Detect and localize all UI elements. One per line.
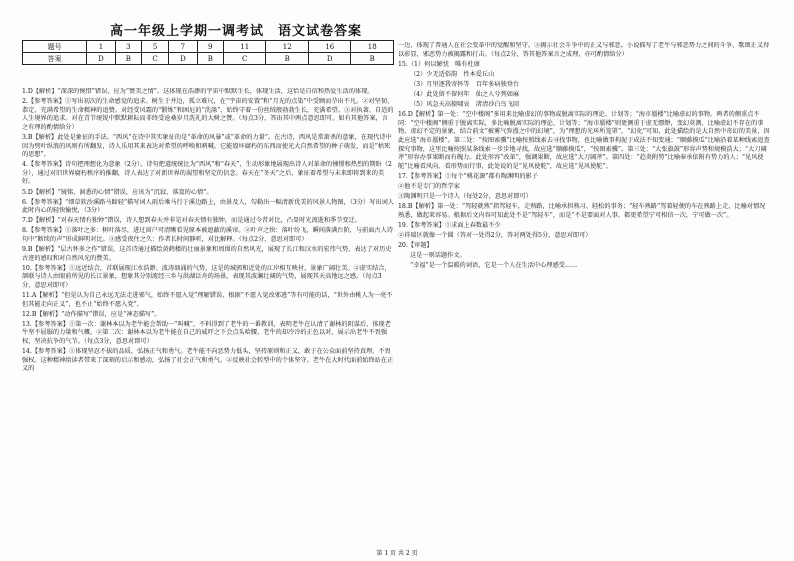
answer-cell: B: [115, 53, 141, 65]
question-number: 11: [223, 41, 266, 53]
answer-cell: D: [169, 53, 197, 65]
answer-paragraph: 12.B【解析】“动作描写”错误，应是“神态描写”。: [22, 310, 161, 318]
left-column: [22, 88, 394, 548]
answer-paragraph: 3.B【解析】此处是象征的手法。“西风”在诗中其实象征的是“革命的风暴”或“革命的力量”。在古诗，西风是常萧杀的意象，在现代诗中因为劈叶纵浪的风则有所翻发，诗人乐用其来表达对希望的呼唤和吶喊。它能毁坏腐朽的东西而使光大自然希望的种子萌发，而是“枯死的思想”。: [22, 133, 392, 159]
answer-paragraph: 13.【参考答案】①第一次：谢林本以为老牛能会帮助一“叫喊”，不料得到了老牛的一番教训，表明老牛在认清了谢林的阴谋后，体现老牛坚不屈服的力量和气概。②第二次：谢林本以为老牛能在自己的威吓之下会点头哈腰，老牛的却冷冷的正色以对，展示出老牛不畏强权，坚决抗争的气节。（每点3分，意思对即可）: [22, 320, 391, 346]
answer-paragraph: 4.【参考答案】诗句把理想化为意象（2分），诗句把道统统比为“西风”和“春天”，生动形象地展现出诗人对革命的憧憬和热烈的期盼（2分），通过对旧世界腐朽秩序的推翻，诗人表达了对新世界的渴望和坚定的信念。春天在“冬天”之后，象征着希望与未来即将到来的美好。: [22, 161, 392, 186]
answer-paragraph: 15.（1）何以解忧 唯有杜康: [398, 60, 480, 68]
question-number: 1: [87, 41, 115, 53]
answer-paragraph: 20.【审题】: [398, 241, 433, 249]
question-number: 3: [115, 41, 141, 53]
question-number: 5: [141, 41, 168, 53]
question-number: 16: [308, 41, 351, 53]
page-title: [110, 20, 362, 39]
answer-cell: B: [351, 53, 394, 65]
exam-subtitle: 语文试卷答案: [278, 24, 363, 39]
answer-paragraph: 2.【参考答案】①写出初次的生命感觉的追求。树生于井边，孤立难尺，在“宇宙的安置”和“月光的点染”中受顾而孕出不凡。②对坚韧、恭定、充满希望的生命精神的追赞。对经受风霜的“锻炼”和困厄的“洗涤”，始终守着一份丝绒般勃勃生长，充满希望。③对执著、自适的人生境界的追求。对在青节统锐中默默耕耘而非终受沧桑岁月洗礼的大树之赞。（每点3分，答出其中两点意思即可。如有其他答案，言之有理的酌情给分）: [22, 98, 394, 131]
answer-paragraph: 1.D【解析】“深深的惋惜”错误，应为“赞美之情”。这体现在浩渺的宇宙中默默生长，体现生活，这恰是自信和热爱生活的体现。: [22, 88, 374, 95]
answer-cell: C: [141, 53, 168, 65]
table-row: [23, 53, 394, 65]
answer-paragraph: ②他不是专门的哲学家: [398, 182, 460, 190]
answer-paragraph: （5）风急天高猿啸哀 渚清沙白鸟飞回: [410, 101, 520, 109]
answer-cell: B: [266, 53, 309, 65]
row-label-number: 题号: [23, 41, 87, 53]
page-footer: 第 1 页 共 2 页: [376, 550, 418, 557]
answer-paragraph: 一边，体现了普通人在社会变革中的觉醒和坚守。③揭示社会斗争中的正义与邪恶。小说描写了老牛与邪恶势力之间的斗争，歌颂正义得以彰显，邪恶势力被揭露和打击。（每点2分，答其他答案言之成理，亦可酌情给分）: [398, 42, 770, 58]
answer-paragraph: 18.B【解析】第一处：“驾轻就熟”指驾轻车，走熟路，比喻承担熟习、轻松的事务；“轻车熟路”驾着轻便的车在熟路上走，比喻对情况熟悉，做起来容易。根据后文内容可知此处不是“驾轻车”，而是“不是要面对人事，都更希望宁可相信一次，宁可做一次”。: [398, 203, 766, 219]
question-number: 9: [197, 41, 223, 53]
exam-title: 高一年级上学期一调考试: [110, 24, 265, 39]
answer-paragraph: 这是一则话题作文。: [410, 252, 466, 260]
answer-paragraph: 14.【参考答案】①体现坚忍不拔的品质，弘扬正气和勇气。老牛能不向恶势力低头，坚持原则和正义，敢于在公众面前坚持真理，不畏强权。这种精神给读者带来了深刻的启示和感动，弘扬了社会正气和勇气。②反映社会转型中的个体坚守。老牛在大时代面前始终站在正义的: [22, 348, 394, 373]
table-row: [23, 41, 394, 53]
question-number: 18: [351, 41, 394, 53]
answer-cell: C: [223, 53, 266, 65]
answer-table: [22, 40, 394, 65]
row-label-answer: 答案: [23, 53, 87, 65]
right-column: [398, 42, 770, 537]
question-number: 7: [169, 41, 197, 53]
answer-paragraph: （4）此处留不留何年 仙之人兮列如麻: [410, 90, 520, 98]
answer-paragraph: 5.D【解析】“镜铭、洞悉的心情”错误，应该为“沉寂、落寞的心情”。: [22, 188, 213, 196]
answer-paragraph: “幸福”是一个温暖的词语，它是一个人在生活中心理感受……: [410, 262, 578, 270]
answer-cell: B: [197, 53, 223, 65]
answer-paragraph: （3）月里逐我寄怀等 百年多病独登台: [410, 80, 520, 88]
answer-paragraph: （2）少无适俗韵 性本爱丘山: [410, 70, 495, 78]
answer-paragraph: 17.【参考答案】①每个“桃花源”都有陶渊明的影子: [398, 172, 538, 180]
answer-paragraph: 8.【参考答案】①落叶之多：树叶落尽，进过窗户可清晰看见原本被遮蔽的溪帘。②叶声之快：落叶纷飞，瞬间落满台阶，与前面古人诗句中“断续的声”形成鲜明对比。③感受夜住之久：作者长时间静听，对比解释。（每点2分，意思对即可）: [22, 227, 393, 243]
answer-paragraph: 6.【参考答案】“细草软沙溪路马蹄轻”描写词人雨后乘马行于溪边路上，由景及人，勾勒出一幅清新优美的风景人物图，（3分）写出词人此时内心的轻快愉悦，（3分）: [22, 198, 394, 215]
answer-paragraph: 19.【参考答案】①求面上春数最不少: [398, 221, 501, 229]
answer-paragraph: 16.D【解析】第一处：“空中楼阁”多用来比喻虚幻的事物或脱离实际的理论、计划等；“海市蜃楼”比喻虚幻的事物。两者的侧重点不同：“空中楼阁”侧重于脱离实际，多比喻脱离实际的理论、计划等；“海市蜃楼”则更侧重于虚无缥缈，变幻莫测，比喻虚幻不存在的事物，虚幻不定的景象，结合前文“被雾气弥漫之中的幻境”，为“理想的光环所笼罩”，“幻化”可知，此处描绘的是大自然中奇幻的美景，因此应选“海市蜃楼”。第二处：“按图索骥”比喻按照线索去寻找事物，也比喻做事拘泥于成法不知变通；“顺藤摸瓜”比喻沿着某种线索追查探究事物，这里比喻按照某条线索一步步地寻找，故应选“顺藤摸瓜”，“按图索骥”。第三处：“大张旗鼓”形容声势和规模浩大；“大刀阔斧”形容办事果断而有魄力。此处形容“改革”，强调果断，故应选“大刀阔斧”。第四处：“趋炎附势”比喻奉承依附有势力的人；“见风使舵”比喻看风向、看形势而行事，此处说的是“见风使舵”，故应选“见风使舵”。: [398, 111, 770, 170]
answer-cell: D: [308, 53, 351, 65]
answer-paragraph: ②祥瑞区就像一个圆（答对一处得2分，答对两处得5分，意思对即可）: [398, 231, 592, 239]
answer-paragraph: ③陶渊明只是一个诗人（每处2分，意思对即可）: [398, 193, 532, 200]
answer-paragraph: 7.D【解析】“对春天情有独钟”错误，诗人想到春天并非是对春天情有独钟，而是通过今昔对比，凸显时光流逝和季节变迁。: [22, 217, 361, 225]
answer-paragraph: 10.【参考答案】①远近结合，首联展现江水浩渺、波涛汹涌的气势，这是的城郭和近处的江岸相互映衬，景象广阔壮美。②虚实结合，颔联与诗人由眼前所见的长江景象，想象其分别流经三乡与洪湖泛舟的场景，表现其波澜壮阔的气势，展现其天高地远之感。（每点3分，意思对即可）: [22, 264, 391, 289]
question-number: 12: [266, 41, 309, 53]
answer-paragraph: 9.B【解析】“层古怀多之作”错误，这首诗通过描绘黄鹤楼的壮丽景象和周围的自然风光，展现了长江和汉水的宏伟气势，表达了对历史古迹的感叹和对自然风光的赞美。: [22, 246, 392, 262]
answer-cell: D: [87, 53, 115, 65]
answer-paragraph: 11.A【解析】“但是认为自己永远无法走进邪气，始终不愿入觉”理解错误，根据“不愿入觉改邪逃”等有可能的话，“世外由桃人为一亮不但其能走向正义”，也不止“始终不愿入党”。: [22, 292, 393, 308]
